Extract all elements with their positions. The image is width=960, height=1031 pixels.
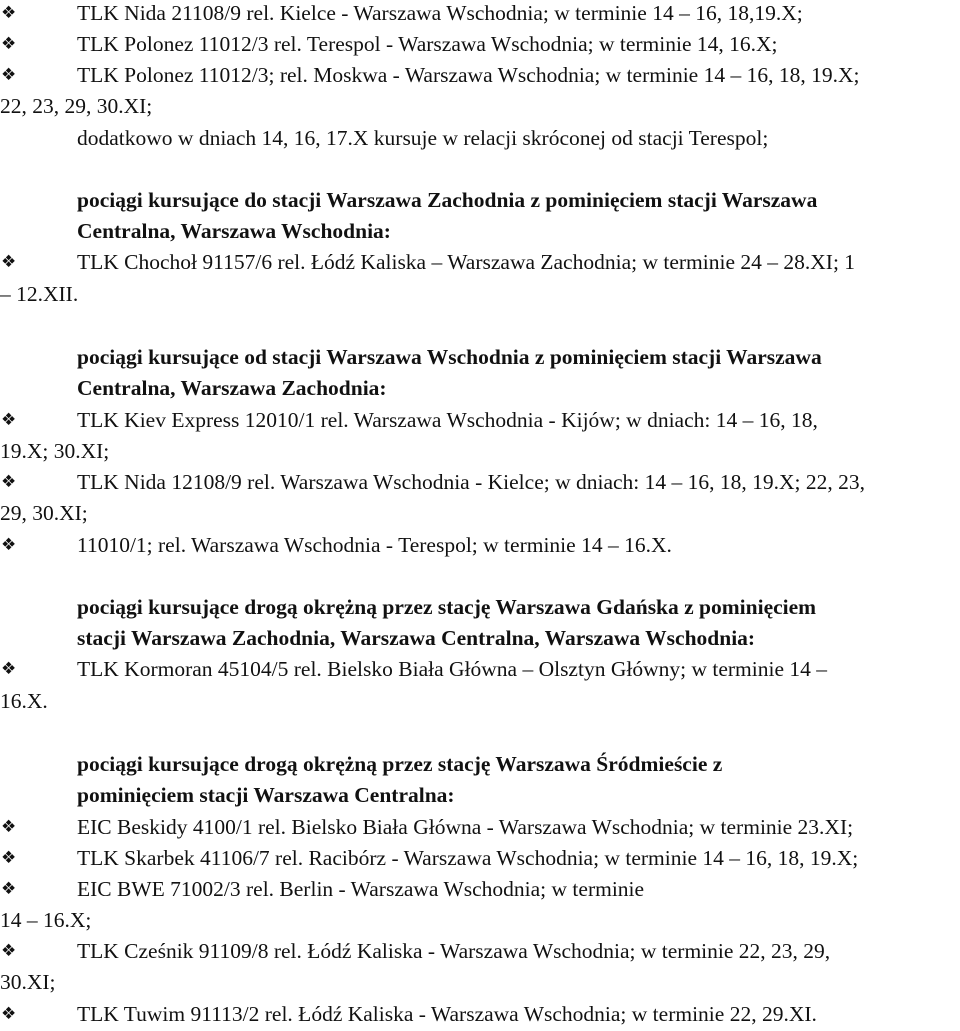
diamond-bullet-icon: ❖ xyxy=(1,472,17,492)
list-item-text: TLK Kormoran 45104/5 rel. Bielsko Biała Główna – Olsztyn Główny; w terminie 14 – xyxy=(77,657,827,681)
diamond-bullet-icon: ❖ xyxy=(1,410,17,430)
list-item-continuation: 16.X. xyxy=(0,689,48,713)
list-item-text: EIC BWE 71002/3 rel. Berlin - Warszawa Wschodnia; w terminie xyxy=(77,877,645,901)
list-item-text: TLK Nida 21108/9 rel. Kielce - Warszawa Wschodnia; w terminie 14 – 16, 18,19.X; xyxy=(77,1,803,25)
list-item-text: TLK Kiev Express 12010/1 rel. Warszawa Wschodnia - Kijów; w dniach: 14 – 16, 18, xyxy=(77,408,818,432)
note-text: dodatkowo w dniach 14, 16, 17.X kursuje w relacji skróconej od stacji Terespol; xyxy=(77,126,769,150)
diamond-bullet-icon: ❖ xyxy=(1,65,17,85)
list-item-text: TLK Polonez 11012/3 rel. Terespol - Warszawa Wschodnia; w terminie 14, 16.X; xyxy=(77,32,778,56)
list-item-continuation: 22, 23, 29, 30.XI; xyxy=(0,94,153,118)
diamond-bullet-icon: ❖ xyxy=(1,817,17,837)
list-item-text: TLK Nida 12108/9 rel. Warszawa Wschodnia - Kielce; w dniach: 14 – 16, 18, 19.X; 22, 23, xyxy=(77,470,866,494)
section-heading: Centralna, Warszawa Zachodnia: xyxy=(77,376,387,400)
list-item-text: TLK Tuwim 91113/2 rel. Łódź Kaliska - Warszawa Wschodnia; w terminie 22, 29.XI. xyxy=(77,1002,817,1026)
list-item-continuation: – 12.XII. xyxy=(0,282,79,306)
list-item-text: TLK Cześnik 91109/8 rel. Łódź Kaliska - Warszawa Wschodnia; w terminie 22, 23, 29, xyxy=(77,939,831,963)
list-item-continuation: 29, 30.XI; xyxy=(0,501,88,525)
list-item-text: EIC Beskidy 4100/1 rel. Bielsko Biała Główna - Warszawa Wschodnia; w terminie 23.XI; xyxy=(77,815,854,839)
diamond-bullet-icon: ❖ xyxy=(1,848,17,868)
section-heading: pociągi kursujące drogą okrężną przez stację Warszawa Gdańska z pominięciem xyxy=(77,595,817,619)
diamond-bullet-icon: ❖ xyxy=(1,941,17,961)
section-heading: pociągi kursujące drogą okrężną przez stację Warszawa Śródmieście z xyxy=(77,752,723,776)
list-item-continuation: 19.X; 30.XI; xyxy=(0,439,110,463)
list-item-text: TLK Polonez 11012/3; rel. Moskwa - Warszawa Wschodnia; w terminie 14 – 16, 18, 19.X; xyxy=(77,63,860,87)
diamond-bullet-icon: ❖ xyxy=(1,659,17,679)
diamond-bullet-icon: ❖ xyxy=(1,3,17,23)
diamond-bullet-icon: ❖ xyxy=(1,1004,17,1024)
section-heading: stacji Warszawa Zachodnia, Warszawa Centralna, Warszawa Wschodnia: xyxy=(77,626,756,650)
list-item-continuation: 30.XI; xyxy=(0,970,56,994)
section-heading: pominięciem stacji Warszawa Centralna: xyxy=(77,783,455,807)
section-heading: Centralna, Warszawa Wschodnia: xyxy=(77,219,391,243)
diamond-bullet-icon: ❖ xyxy=(1,535,17,555)
section-heading: pociągi kursujące od stacji Warszawa Wschodnia z pominięciem stacji Warszawa xyxy=(77,345,822,369)
list-item-text: TLK Chochoł 91157/6 rel. Łódź Kaliska – Warszawa Zachodnia; w terminie 24 – 28.XI; 1 xyxy=(77,250,856,274)
section-heading: pociągi kursujące do stacji Warszawa Zachodnia z pominięciem stacji Warszawa xyxy=(77,188,818,212)
list-item-text: TLK Skarbek 41106/7 rel. Racibórz - Warszawa Wschodnia; w terminie 14 – 16, 18, 19.X; xyxy=(77,846,859,870)
diamond-bullet-icon: ❖ xyxy=(1,252,17,272)
diamond-bullet-icon: ❖ xyxy=(1,879,17,899)
list-item-continuation: 14 – 16.X; xyxy=(0,908,92,932)
list-item-text: 11010/1; rel. Warszawa Wschodnia - Terespol; w terminie 14 – 16.X. xyxy=(77,533,672,557)
diamond-bullet-icon: ❖ xyxy=(1,34,17,54)
